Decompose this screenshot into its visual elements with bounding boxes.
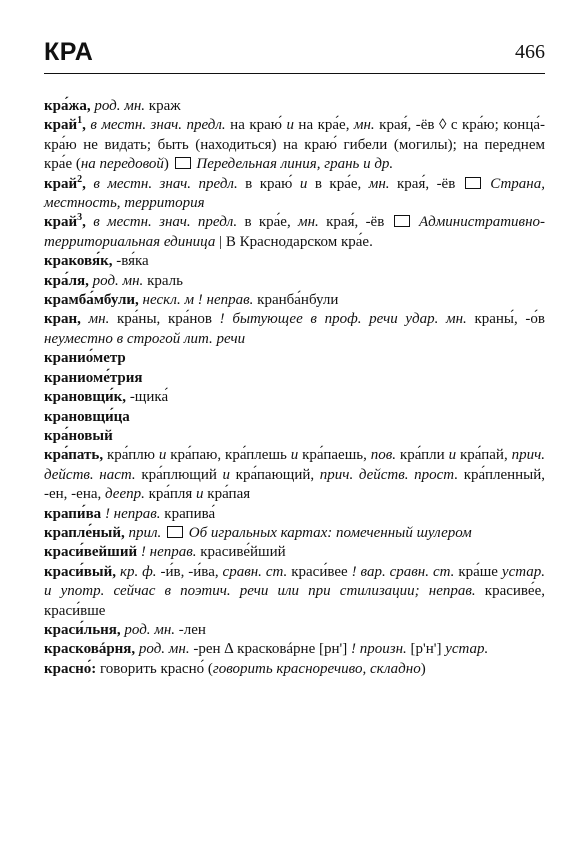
grammar-note: говорить красноречиво, складно (212, 660, 421, 677)
headword: краниоме́трия (44, 369, 143, 386)
entry-text: края́, -ёв (318, 214, 392, 231)
headword: краси́льня, (44, 621, 121, 638)
homonym-number: 2 (77, 173, 83, 185)
grammar-note: мн. (80, 311, 110, 328)
dictionary-entry (44, 116, 545, 174)
entry-text: -вя́ка (112, 253, 149, 270)
entry-text: в краю́ (237, 175, 300, 192)
dictionary-entry (44, 427, 545, 446)
definition-box-icon (394, 215, 410, 227)
grammar-note: и (448, 447, 457, 464)
grammar-note: Страна, местность, территория (44, 175, 546, 212)
entry-text: края́, -ёв ◊ с кра́ю; конца́-кра́ю не видать; быть (находиться) на краю́ гибели (могилы); на переднем кра́е ( (44, 117, 545, 173)
grammar-note: мн. (298, 214, 319, 231)
dictionary-entry (44, 349, 545, 368)
headword: крапи́ва (44, 505, 102, 522)
definition-box-icon (167, 526, 183, 538)
grammar-note: кр. ф. (116, 563, 157, 580)
headword: , (82, 175, 86, 192)
entry-text (161, 525, 165, 541)
grammar-note: сравн. ст. (222, 563, 288, 580)
entry-text: кра́плю (103, 447, 159, 464)
grammar-note: мн. (353, 117, 375, 134)
dictionary-entry (44, 272, 545, 291)
page-number: 466 (515, 41, 545, 63)
grammar-note: ! бытующее в проф. речи удар. мн. (219, 311, 467, 328)
headword: краковя́к, (44, 253, 113, 270)
running-head: КРА (44, 38, 94, 66)
entry-text: кра́ны, кра́нов (109, 311, 220, 328)
dictionary-entry (44, 446, 545, 504)
grammar-note: род. мн. (135, 641, 190, 658)
entry-text: говорить красно́ ( (96, 660, 213, 677)
grammar-note: неуместно в строгой лит. речи (44, 330, 246, 347)
homonym-number: 1 (77, 115, 83, 127)
entry-text: в кра́е, (237, 214, 299, 231)
grammar-note: и (196, 486, 204, 503)
entry-text: -и́в, -и́ва, (156, 563, 223, 580)
entry-text: кранба́нбули (253, 292, 339, 309)
headword: край (44, 175, 78, 192)
entry-text: краж (145, 98, 181, 114)
grammar-note: ! вар. сравн. ст. (351, 563, 455, 580)
entry-text: в кра́е, (307, 175, 369, 192)
grammar-note: ! неправ. (137, 544, 197, 561)
grammar-note: и (286, 117, 294, 134)
dictionary-entry (44, 505, 545, 524)
dictionary-entry (44, 175, 545, 214)
grammar-note: на передовой (80, 156, 164, 173)
entry-text: краси́вее (287, 563, 352, 580)
grammar-note: прил. (124, 524, 162, 541)
entry-text: краны́, -о́в (466, 311, 545, 328)
homonym-number: 3 (77, 212, 83, 224)
grammar-note: в местн. знач. предл. (85, 117, 226, 134)
headword: краси́вый, (44, 563, 116, 580)
grammar-note: нескл. м ! неправ. (138, 292, 254, 309)
grammar-note: устар. (445, 641, 489, 658)
grammar-note: мн. (368, 175, 390, 192)
dictionary-entry (44, 660, 545, 679)
grammar-note: род. мн. (90, 98, 146, 114)
dictionary-entry (44, 543, 545, 562)
headword: , (82, 214, 86, 231)
definition-box-icon (465, 177, 481, 189)
entry-text: кра́пай, (456, 447, 512, 464)
grammar-note: Об игральных картах: помеченный шулером (185, 524, 472, 541)
headword: кра́пать, (44, 447, 104, 464)
dictionary-entry (44, 563, 545, 621)
entry-text: красиве́е, краси́вше (44, 583, 545, 619)
dictionary-entry (44, 310, 545, 349)
entry-text: -щика́ (126, 389, 169, 406)
grammar-note: и (290, 447, 299, 464)
header-rule (44, 73, 545, 74)
headword: кра́новый (44, 427, 113, 444)
entry-text: на краю́ (225, 117, 287, 134)
entry-text: кра́плющий (135, 466, 223, 483)
dictionary-entry (44, 640, 545, 659)
entry-text: | В Краснодарском кра́е. (215, 233, 373, 250)
grammar-note: в местн. знач. предл. (85, 214, 238, 231)
headword: кранио́метр (44, 350, 126, 367)
entry-text: ) (163, 156, 173, 173)
entry-text: кра́пающий, (230, 466, 320, 483)
entry-text: кра́паю, кра́плешь (166, 447, 291, 464)
grammar-note: ! произн. (350, 641, 407, 658)
entry-text: на кра́е, (293, 117, 354, 134)
headword: кра́жа, (44, 98, 91, 114)
page-header (44, 38, 545, 70)
headword: , (82, 117, 86, 134)
entry-text: крапива́ (160, 505, 216, 522)
grammar-note: род. мн. (120, 621, 176, 638)
entry-text: кра́пленный, -ен, -ена, (44, 466, 546, 503)
dictionary-entry (44, 524, 545, 543)
dictionary-entry (44, 97, 545, 116)
dictionary-entry (44, 252, 545, 271)
headword: крамба́мбули, (44, 292, 139, 309)
dictionary-entry (44, 621, 545, 640)
dictionary-entry (44, 369, 545, 388)
entry-text: кра́пли (396, 447, 449, 464)
grammar-note: ! неправ. (101, 505, 161, 522)
entry-text: краль (143, 272, 183, 289)
entry-text: кра́паешь, (298, 447, 371, 464)
definition-box-icon (175, 157, 191, 169)
headword: край (44, 117, 78, 134)
headword: красно́: (44, 660, 97, 677)
grammar-note: пов. (370, 447, 397, 464)
grammar-note: и (299, 175, 308, 192)
grammar-note: род. мн. (88, 272, 144, 289)
grammar-note: в местн. знач. предл. (85, 175, 238, 192)
grammar-note: Административно-территориальная единица (44, 214, 546, 250)
grammar-note: устар. и употр. сейчас в поэтич. речи или при стилизации; неправ. (44, 563, 546, 600)
grammar-note: прич. действ. наст. (44, 447, 545, 483)
entry-text: -рен ∆ красковáрне [рн'] (189, 641, 351, 658)
headword: кра́ля, (44, 272, 89, 289)
entry-text: кра́пля (144, 486, 197, 503)
headword: край (44, 214, 78, 231)
grammar-note: прич. действ. прост. (319, 466, 459, 483)
entry-text: ) (420, 660, 426, 677)
entry-text: кра́ше (454, 563, 502, 580)
dictionary-entry (44, 213, 545, 252)
dictionary-entry (44, 408, 545, 427)
grammar-note: деепр. (105, 486, 145, 503)
headword: красковáрня, (44, 641, 136, 658)
grammar-note: и (222, 466, 231, 483)
entry-list (44, 97, 545, 679)
grammar-note: Передельная линия, грань и др. (192, 156, 394, 173)
dictionary-entry (44, 388, 545, 407)
entry-text: [р'н'] (406, 641, 446, 658)
headword: краси́вейший (44, 544, 138, 561)
entry-text: красиве́йший (196, 544, 286, 561)
headword: кран, (44, 311, 81, 328)
entry-text: края́, -ёв (389, 175, 463, 192)
headword: крановщи́ца (44, 408, 130, 425)
headword: крапле́ный, (44, 524, 125, 541)
headword: крановщи́к, (44, 389, 127, 406)
entry-text: -лен (175, 621, 206, 638)
dictionary-entry (44, 291, 545, 310)
entry-text: кра́пая (203, 486, 251, 503)
grammar-note: и (158, 447, 167, 464)
